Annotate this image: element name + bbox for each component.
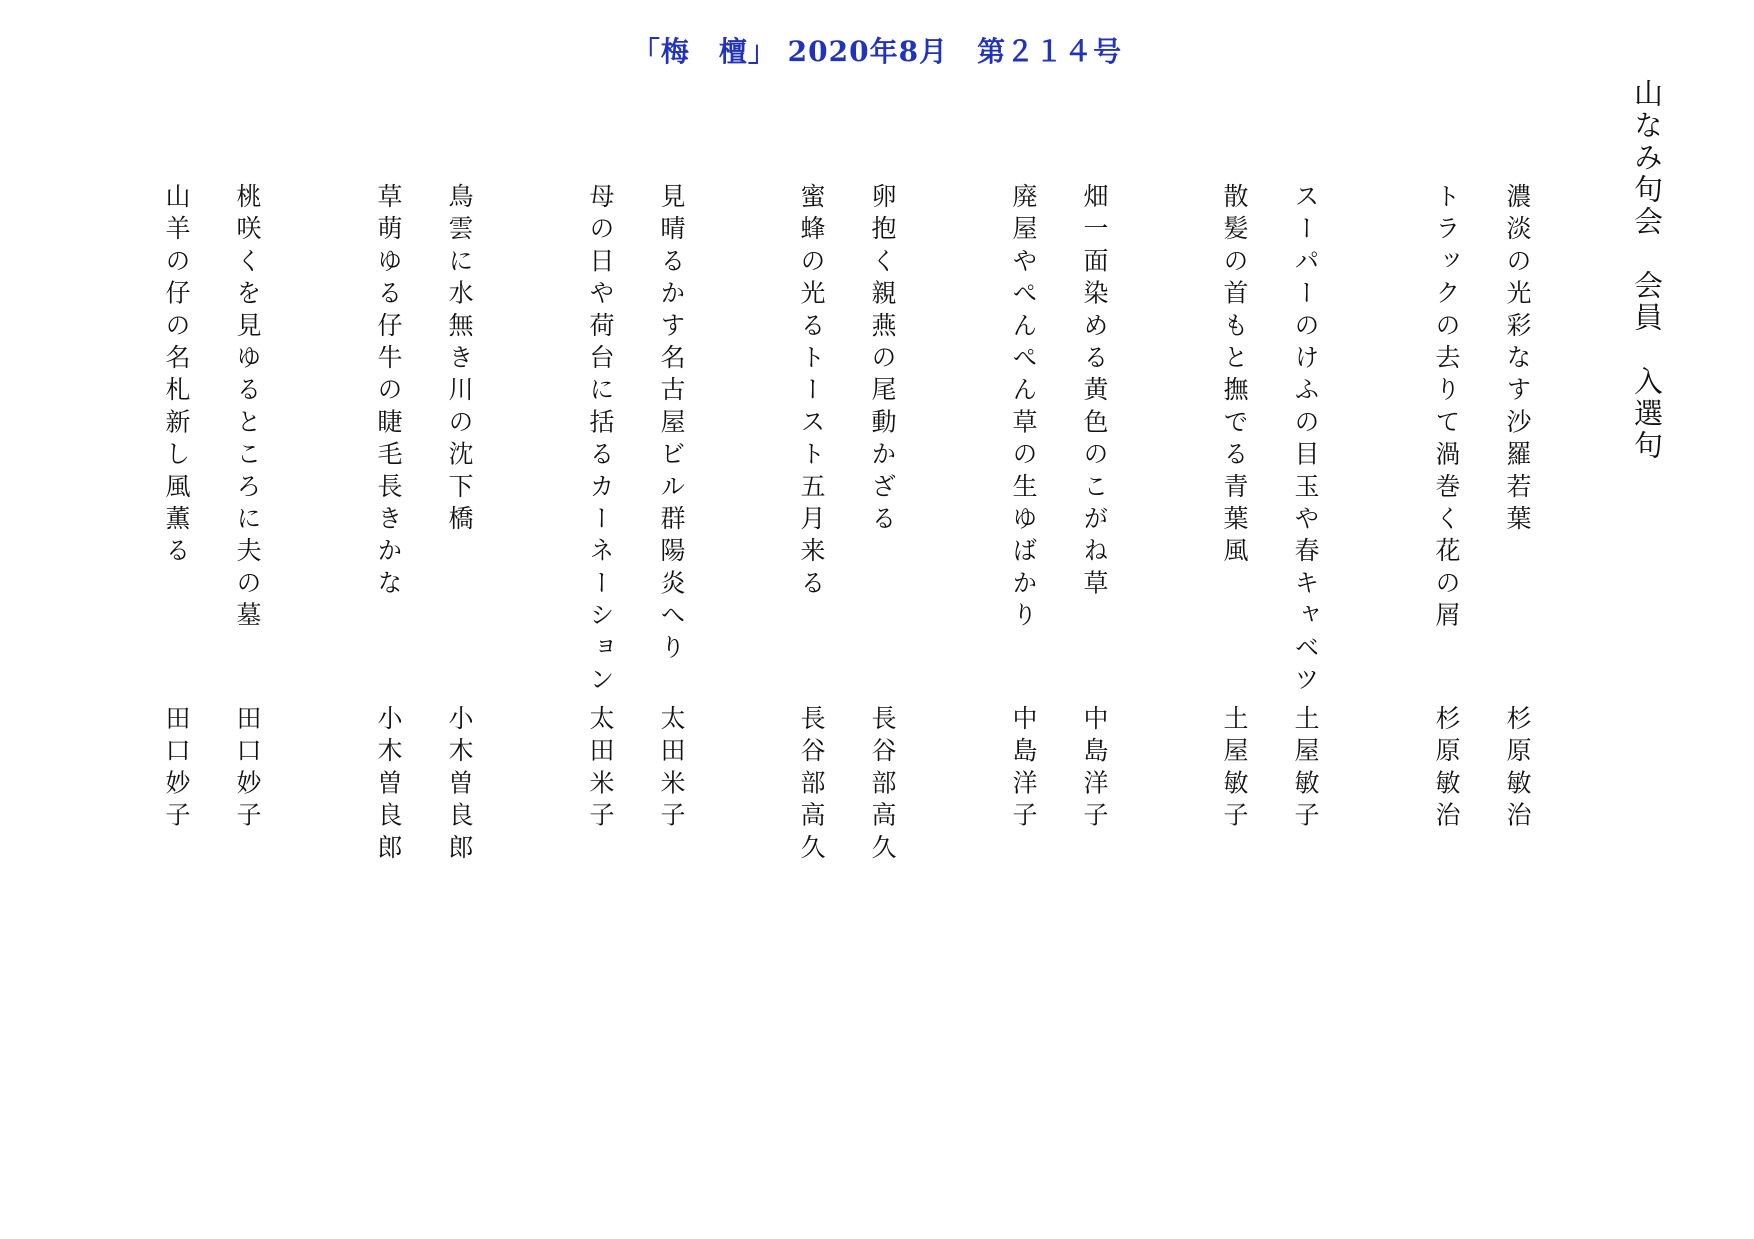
journal-header: 「梅 檀」 2020年8月 第２１４号 bbox=[631, 35, 1123, 68]
haiku-text: 鳥雲に水無き川の沈下橋 bbox=[445, 183, 474, 538]
haiku-text: 卵抱く親燕の尾動かざる bbox=[868, 183, 897, 538]
haiku-text: 廃屋やぺんぺん草の生ゆばかり bbox=[1009, 183, 1038, 634]
page-heading: 山なみ句会 会員 入選句 bbox=[1630, 78, 1664, 462]
haiku-author: 太田米子 bbox=[586, 705, 615, 834]
haiku-author: 杉原敏治 bbox=[1432, 705, 1461, 834]
haiku-author: 杉原敏治 bbox=[1503, 705, 1532, 834]
haiku-text: 濃淡の光彩なす沙羅若葉 bbox=[1503, 183, 1532, 538]
haiku-text: トラックの去りて渦巻く花の屑 bbox=[1432, 183, 1461, 634]
haiku-author: 小木曽良郎 bbox=[374, 705, 403, 866]
haiku-author: 中島洋子 bbox=[1009, 705, 1038, 834]
haiku-author: 太田米子 bbox=[657, 705, 686, 834]
haiku-author: 小木曽良郎 bbox=[445, 705, 474, 866]
haiku-text: 見晴るかす名古屋ビル群陽炎へり bbox=[657, 183, 686, 666]
haiku-text: 蜜蜂の光るトースト五月来る bbox=[797, 183, 826, 602]
haiku-author: 長谷部高久 bbox=[797, 705, 826, 866]
haiku-author: 中島洋子 bbox=[1080, 705, 1109, 834]
haiku-text: 畑一面染める黄色のこがね草 bbox=[1080, 183, 1109, 602]
haiku-author: 田口妙子 bbox=[233, 705, 262, 834]
haiku-text: 桃咲くを見ゆるところに夫の墓 bbox=[233, 183, 262, 634]
haiku-text: 草萌ゆる仔牛の睫毛長きかな bbox=[374, 183, 403, 602]
haiku-text: 山羊の仔の名札新し風薫る bbox=[162, 183, 191, 570]
haiku-author: 土屋敏子 bbox=[1291, 705, 1320, 834]
haiku-author: 田口妙子 bbox=[162, 705, 191, 834]
haiku-text: 母の日や荷台に括るカーネーション bbox=[586, 183, 615, 699]
haiku-author: 長谷部高久 bbox=[868, 705, 897, 866]
haiku-text: 散髪の首もと撫でる青葉風 bbox=[1220, 183, 1249, 570]
haiku-text: スーパーのけふの目玉や春キャベツ bbox=[1291, 183, 1320, 699]
haiku-author: 土屋敏子 bbox=[1220, 705, 1249, 834]
